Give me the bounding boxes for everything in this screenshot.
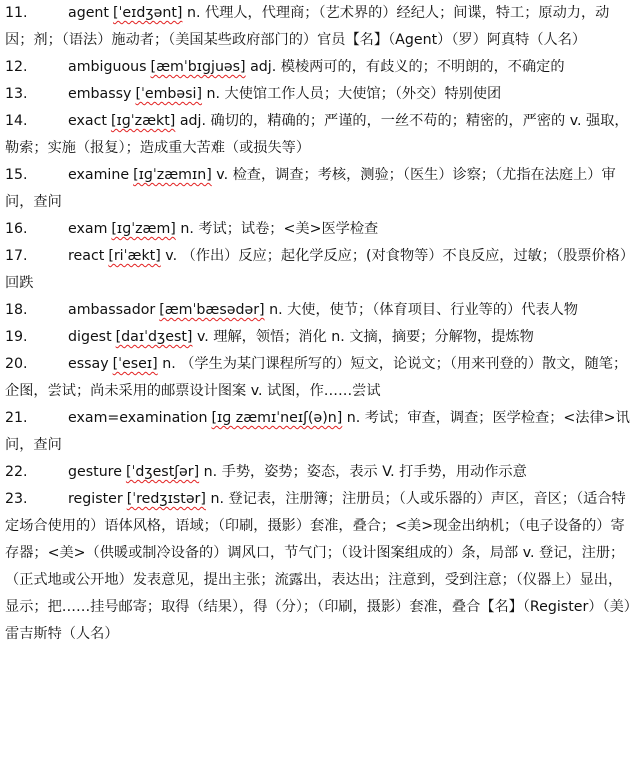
entry-number: 11.	[5, 5, 28, 21]
phonetic: [ˈeseɪ]	[112, 356, 158, 372]
phonetic: [daɪˈdʒest]	[115, 329, 193, 345]
entry-number: 23.	[5, 491, 28, 507]
entry-body	[5, 113, 629, 156]
headword: digest	[68, 329, 112, 345]
entry-number: 14.	[5, 113, 28, 129]
entry-body	[5, 356, 627, 399]
entry-body	[5, 410, 630, 453]
vocab-entry	[0, 243, 631, 297]
headword: agent	[68, 5, 109, 21]
definition: n. 大使，使节；（体育项目、行业等的）代表人物	[264, 302, 578, 318]
entry-body	[68, 329, 534, 345]
headword: exact	[68, 113, 107, 129]
headword: ambiguous	[68, 59, 147, 75]
phonetic: [ɪɡ zæmɪˈneɪʃ(ə)n]	[211, 410, 343, 426]
vocab-entry	[0, 216, 631, 243]
vocab-entry	[0, 405, 631, 459]
phonetic: [ˈredʒɪstər]	[126, 491, 206, 507]
entry-number: 13.	[5, 86, 28, 102]
entry-number: 19.	[5, 329, 28, 345]
definition: n. 考试；试卷；<美>医学检查	[175, 221, 379, 237]
definition: n. 登记表，注册簿；注册员；（人或乐器的）声区，音区；（适合特定场合使用的）语体风格，语域；（印刷，摄影）套准，叠合；<美>现金出纳机；（电子设备的）寄存器；<美>（供暖或制冷设备的）调风口，节气门；（设计图案组成的）条，局部 v. 登记，注册；（正式地或公开地）发表意见，提出主张；流露出，表达出；注意到，受到注意；（仪器上）显出，显示；把……挂号邮寄；取得（结果），得（分）；（印刷，摄影）套准，叠合【名】（Register）（美）雷吉斯特（人名）	[5, 491, 631, 642]
headword: essay	[68, 356, 109, 372]
entry-body	[5, 248, 627, 291]
phonetic: [ˈembəsi]	[135, 86, 203, 102]
phonetic: [æmˈbæsədər]	[159, 302, 265, 318]
headword: gesture	[68, 464, 122, 480]
phonetic: [ɪɡˈzækt]	[110, 113, 176, 129]
vocab-entry	[0, 459, 631, 486]
phonetic: [ˈeɪdʒənt]	[112, 5, 183, 21]
entry-number: 16.	[5, 221, 28, 237]
headword: exam	[68, 221, 108, 237]
vocab-entry	[0, 351, 631, 405]
definition: v. 理解，领悟；消化 n. 文摘，摘要；分解物，提炼物	[192, 329, 534, 345]
definition: adj. 模棱两可的，有歧义的；不明朗的，不确定的	[245, 59, 565, 75]
definition: n. 考试；审查，调查；医学检查；<法律>讯问，查问	[5, 410, 630, 453]
definition: v. 检查，调查；考核，测验；（医生）诊察；（尤指在法庭上）审问，查问	[5, 167, 616, 210]
phonetic: [riˈækt]	[108, 248, 161, 264]
definition: n. 代理人，代理商；（艺术界的）经纪人；间谍，特工；原动力，动因；剂；（语法）施动者；（美国某些政府部门的）官员【名】（Agent）（罗）阿真特（人名）	[5, 5, 610, 48]
vocab-entry	[0, 162, 631, 216]
entry-body	[5, 491, 631, 642]
entry-number: 21.	[5, 410, 28, 426]
phonetic: [æmˈbɪgjuəs]	[150, 59, 246, 75]
vocab-entry	[0, 0, 631, 54]
headword: examine	[68, 167, 130, 183]
entry-number: 17.	[5, 248, 28, 264]
entry-body	[68, 221, 378, 237]
headword: react	[68, 248, 105, 264]
entry-body	[68, 464, 527, 480]
entry-body	[68, 59, 565, 75]
vocab-entry	[0, 486, 631, 648]
headword: embassy	[68, 86, 132, 102]
definition: n. （学生为某门课程所写的）短文，论说文；（用来刊登的）散文，随笔；企图，尝试；尚未采用的邮票设计图案 v. 试图，作……尝试	[5, 356, 628, 399]
entry-body	[5, 167, 616, 210]
vocab-entry	[0, 108, 631, 162]
entry-number: 12.	[5, 59, 28, 75]
vocab-entry	[0, 54, 631, 81]
definition: n. 大使馆工作人员；大使馆；（外交）特别使团	[202, 86, 502, 102]
entry-number: 18.	[5, 302, 28, 318]
definition: n. 手势，姿势；姿态，表示 V. 打手势，用动作示意	[199, 464, 527, 480]
phonetic: [ˈdʒestʃər]	[125, 464, 200, 480]
vocab-entry	[0, 297, 631, 324]
vocab-entry	[0, 324, 631, 351]
vocab-entry	[0, 81, 631, 108]
entry-number: 22.	[5, 464, 28, 480]
definition: adj. 确切的，精确的；严谨的，一丝不苟的；精密的，严密的 v. 强取，勒索；实施（报复）；造成重大苦难（或损失等）	[5, 113, 629, 156]
headword: exam=examination	[68, 410, 208, 426]
phonetic: [ɪɡˈzæmɪn]	[133, 167, 212, 183]
entry-body	[68, 302, 578, 318]
entry-number: 20.	[5, 356, 28, 372]
entry-body	[5, 5, 609, 48]
headword: register	[68, 491, 123, 507]
headword: ambassador	[68, 302, 156, 318]
definition: v. （作出）反应；起化学反应；(对食物等）不良反应，过敏；（股票价格）回跌	[5, 248, 627, 291]
entry-body	[68, 86, 501, 102]
phonetic: [ɪɡˈzæm]	[111, 221, 176, 237]
entry-number: 15.	[5, 167, 28, 183]
